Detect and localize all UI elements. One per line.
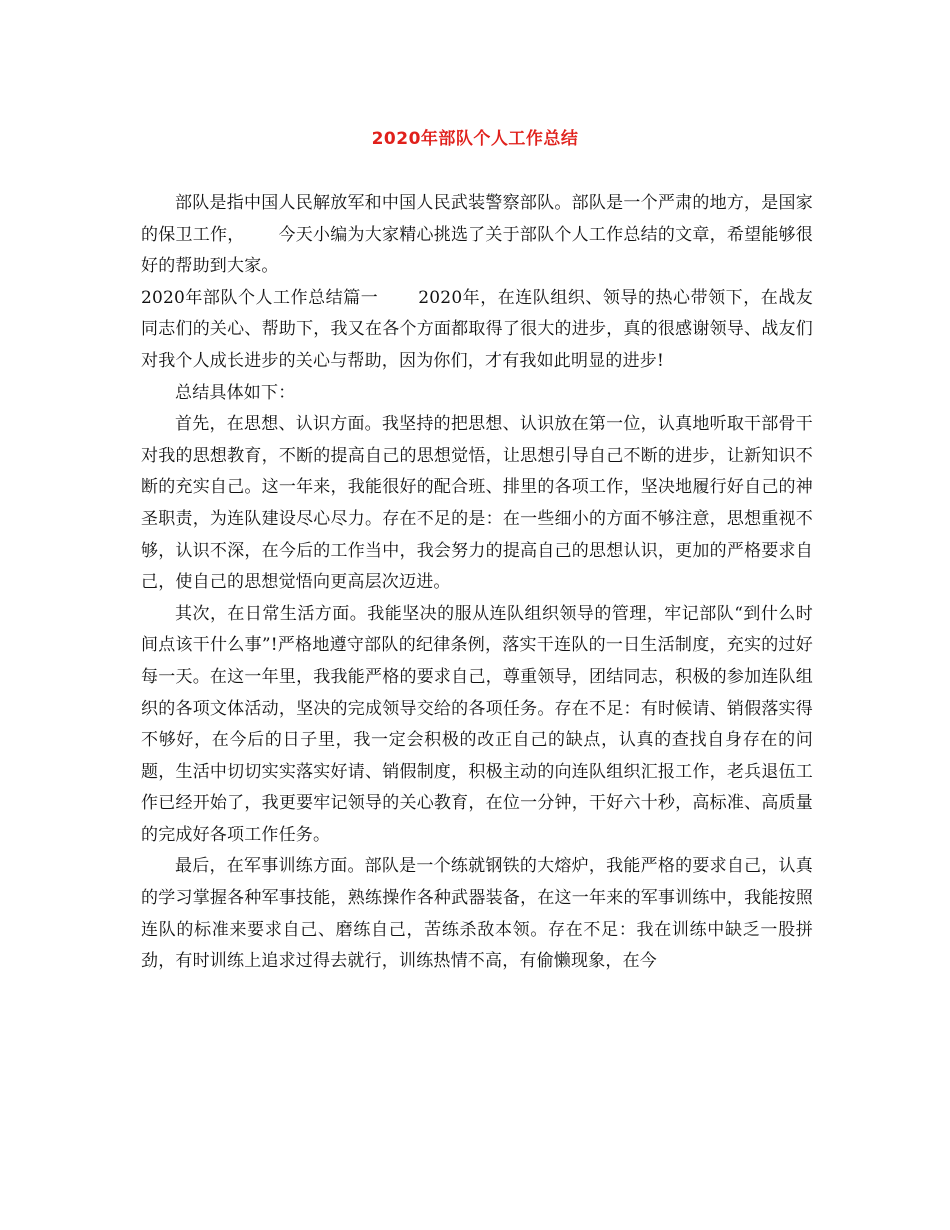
daily-life-paragraph: 其次，在日常生活方面。我能坚决的服从连队组织领导的管理，牢记部队“到什么时间点该干什么事”!严格地遵守部队的纪律条例，落实干连队的一日生活制度，充实的过好每一天。在这一年里，我我能严格的要求自己，尊重领导，团结同志，积极的参加连队组织的各项文体活动，坚决的完成领导交给的各项任务。存在不足：有时候请、销假落实得不够好，在今后的日子里，我一定会积极的改正自己的缺点，认真的查找自身存在的问题，生活中切切实实落实好请、销假制度，积极主动的向连队组织汇报工作，老兵退伍工作已经开始了，我更要牢记领导的关心教育，在位一分钟，干好六十秒，高标准、高质量的完成好各项工作任务。 — [141, 603, 813, 845]
summary-lead-paragraph: 总结具体如下： — [175, 382, 296, 403]
intro-paragraph — [141, 188, 813, 283]
document-title: 2020年部队个人工作总结 — [371, 129, 579, 149]
section-paragraph — [141, 283, 813, 378]
intro-text-part2: 今天小编为大家精心挑选了关于部队个人工作总结的文章，希望能够很好的帮助到大家。 — [141, 224, 814, 277]
document-body — [141, 188, 813, 978]
thought-paragraph: 首先，在思想、认识方面。我坚持的把思想、认识放在第一位，认真地听取干部骨干对我的思想教育，不断的提高自己的思想觉悟，让思想引导自己不断的进步，让新知识不断的充实自己。这一年来，我能很好的配合班、排里的各项工作，坚决地履行好自己的神圣职责，为连队建设尽心尽力。存在不足的是：在一些细小的方面不够注意，思想重视不够，认识不深，在今后的工作当中，我会努力的提高自己的思想认识，更加的严格要求自己，使自己的思想觉悟向更高层次迈进。 — [141, 414, 813, 593]
section-heading: 2020年部队个人工作总结篇一 — [141, 287, 379, 308]
training-paragraph: 最后，在军事训练方面。部队是一个练就钢铁的大熔炉，我能严格的要求自己，认真的学习掌握各种军事技能，熟练操作各种武器装备，在这一年来的军事训练中，我能按照连队的标准来要求自己、磨练自己，苦练杀敌本领。存在不足：我在训练中缺乏一股拼劲，有时训练上追求过得去就行，训练热情不高，有偷懒现象，在今 — [141, 856, 813, 972]
section-text: 2020年，在连队组织、领导的热心带领下，在战友同志们的关心、帮助下，我又在各个方面都取得了很大的进步，真的很感谢领导、战友们对我个人成长进步的关心与帮助，因为你们，才有我如此明显的进步! — [141, 287, 813, 371]
intro-text-part1: 部队是指中国人民解放军和中国人民武装警察部队。部队是一个严肃的地方，是国家的保卫工作， — [141, 193, 813, 245]
